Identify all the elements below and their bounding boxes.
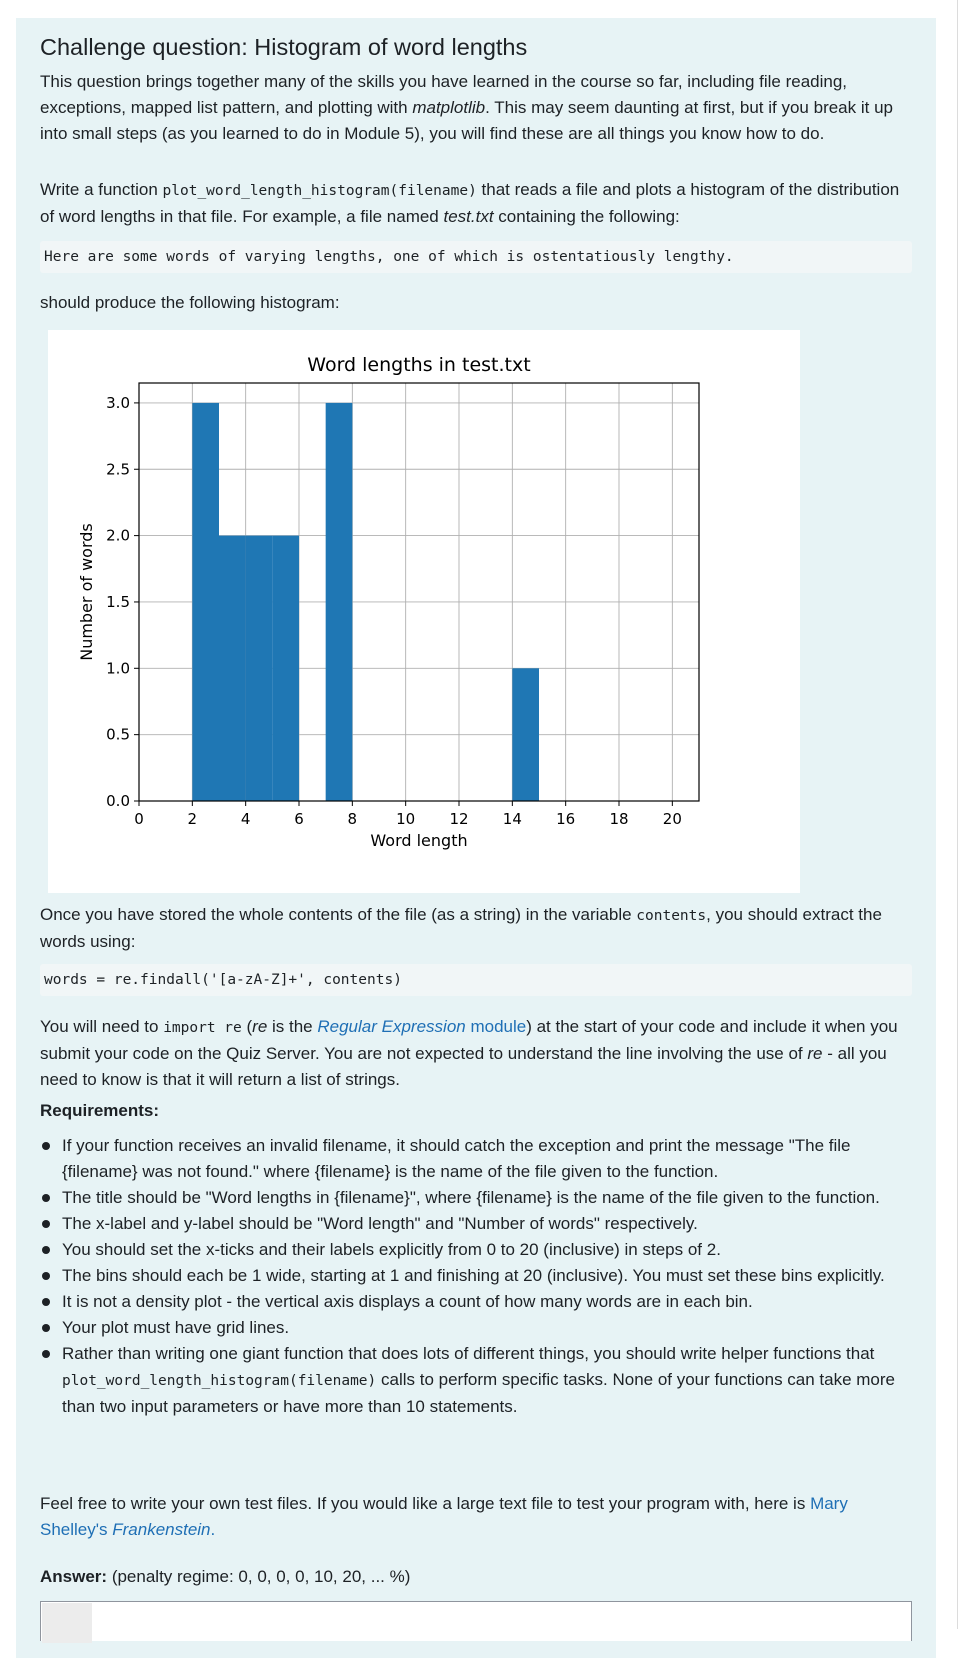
x-tick-label: 2 — [187, 810, 198, 828]
histogram-bar — [246, 536, 273, 801]
editor-line-gutter — [42, 1603, 92, 1643]
x-tick-label: 16 — [556, 810, 576, 828]
x-tick-label: 0 — [134, 810, 144, 828]
answer-label: Answer: — [40, 1567, 108, 1586]
should-produce-text: should produce the following histogram: — [40, 293, 340, 312]
answer-code-editor[interactable] — [40, 1601, 912, 1641]
extract-code-block: words = re.findall('[a-zA-Z]+', contents) — [40, 964, 912, 996]
contents-variable: contents — [636, 908, 707, 924]
y-axis-label: Number of words — [77, 523, 96, 661]
function-signature: plot_word_length_histogram(filename) — [62, 1373, 377, 1389]
x-tick-label: 4 — [240, 810, 251, 828]
x-tick-label: 6 — [294, 810, 304, 828]
y-tick-label: 1.0 — [106, 659, 130, 678]
y-tick-label: 1.5 — [106, 592, 130, 611]
x-tick-label: 18 — [609, 810, 629, 828]
function-signature: plot_word_length_histogram(filename) — [162, 183, 477, 199]
import-re-code: import re — [163, 1020, 242, 1036]
x-tick-label: 14 — [502, 810, 522, 828]
page-scroll-edge — [957, 0, 958, 1629]
requirements-heading: Requirements: — [40, 1101, 160, 1120]
frankenstein-link[interactable]: Mary Shelley's Frankenstein. — [40, 1494, 848, 1539]
penalty-regime: (penalty regime: 0, 0, 0, 0, 10, 20, ... %) — [111, 1567, 411, 1586]
x-tick-label: 20 — [662, 810, 682, 828]
x-tick-label: 10 — [396, 810, 416, 828]
list-item: Rather than writing one giant function that does lots of different things, you should write helper functions that plot_word_length_histogram(filename) calls to perform specific tasks. None of your functions can take more than two input parameters or have more than 10 statements. — [40, 1341, 916, 1420]
histogram-bar — [512, 668, 539, 801]
y-tick-label: 0.0 — [106, 792, 130, 810]
list-item: The x-label and y-label should be "Word length" and "Number of words" respectively. — [40, 1211, 916, 1237]
y-tick-label: 2.5 — [106, 460, 130, 479]
list-item: The bins should each be 1 wide, starting at 1 and finishing at 20 (inclusive). You must set these bins explicitly. — [40, 1263, 916, 1289]
task-paragraph: Write a function plot_word_length_histogram(filename) that reads a file and plots a histogram of the distribution of word lengths in that file. For example, a file named test.txt containing the following: — [40, 180, 900, 226]
requirements-list — [40, 1133, 916, 1420]
histogram-bar — [192, 403, 219, 801]
answer-label-row — [40, 1567, 410, 1587]
histogram-figure — [48, 330, 800, 893]
matplotlib-emphasis: matplotlib — [412, 98, 486, 117]
histogram-bar — [272, 536, 299, 801]
regular-expression-link[interactable]: Regular Expression module — [317, 1017, 527, 1036]
y-tick-label: 3.0 — [106, 393, 130, 412]
extract-paragraph: Once you have stored the whole contents of the file (as a string) in the variable contents, you should extract the words using: — [40, 905, 882, 951]
test-file-name: test.txt — [443, 207, 494, 226]
x-tick-label: 8 — [347, 810, 358, 828]
histogram-bar — [219, 536, 246, 801]
question-title: Challenge question: Histogram of word lengths — [40, 34, 528, 60]
list-item: If your function receives an invalid filename, it should catch the exception and print the message "The file {filename} was not found." where {filename} is the name of the file given to the function. — [40, 1133, 916, 1185]
histogram-bar — [326, 403, 353, 801]
chart-title: Word lengths in test.txt — [307, 354, 531, 376]
import-note-paragraph: You will need to import re (re is the Regular Expression module) at the start of your code and include it when you submit your code on the Quiz Server. You are not expected to understand the line involving the use of re - all you need to know is that it will return a list of strings. — [40, 1017, 898, 1089]
list-item: It is not a density plot - the vertical axis displays a count of how many words are in each bin. — [40, 1289, 916, 1315]
x-tick-label: 12 — [449, 810, 469, 828]
list-item: Your plot must have grid lines. — [40, 1315, 916, 1341]
list-item: You should set the x-ticks and their labels explicitly from 0 to 20 (inclusive) in steps of 2. — [40, 1237, 916, 1263]
x-axis-label: Word length — [370, 831, 468, 850]
list-item: The title should be "Word lengths in {filename}", where {filename} is the name of the file given to the function. — [40, 1185, 916, 1211]
intro-paragraph: This question brings together many of the skills you have learned in the course so far, including file reading, exceptions, mapped list pattern, and plotting with matplotlib. This may seem daunting at first, but if you break it up into small steps (as you learned to do in Module 5), you will find these are all things you know how to do. — [40, 72, 893, 143]
example-text-block: Here are some words of varying lengths, one of which is ostentatiously lengthy. — [40, 241, 912, 273]
histogram-chart — [48, 330, 800, 893]
y-tick-label: 0.5 — [106, 725, 130, 744]
feel-free-paragraph: Feel free to write your own test files. If you would like a large text file to test your program with, here is Mary Shelley's Frankenstein. — [40, 1494, 848, 1539]
y-tick-label: 2.0 — [106, 526, 130, 545]
